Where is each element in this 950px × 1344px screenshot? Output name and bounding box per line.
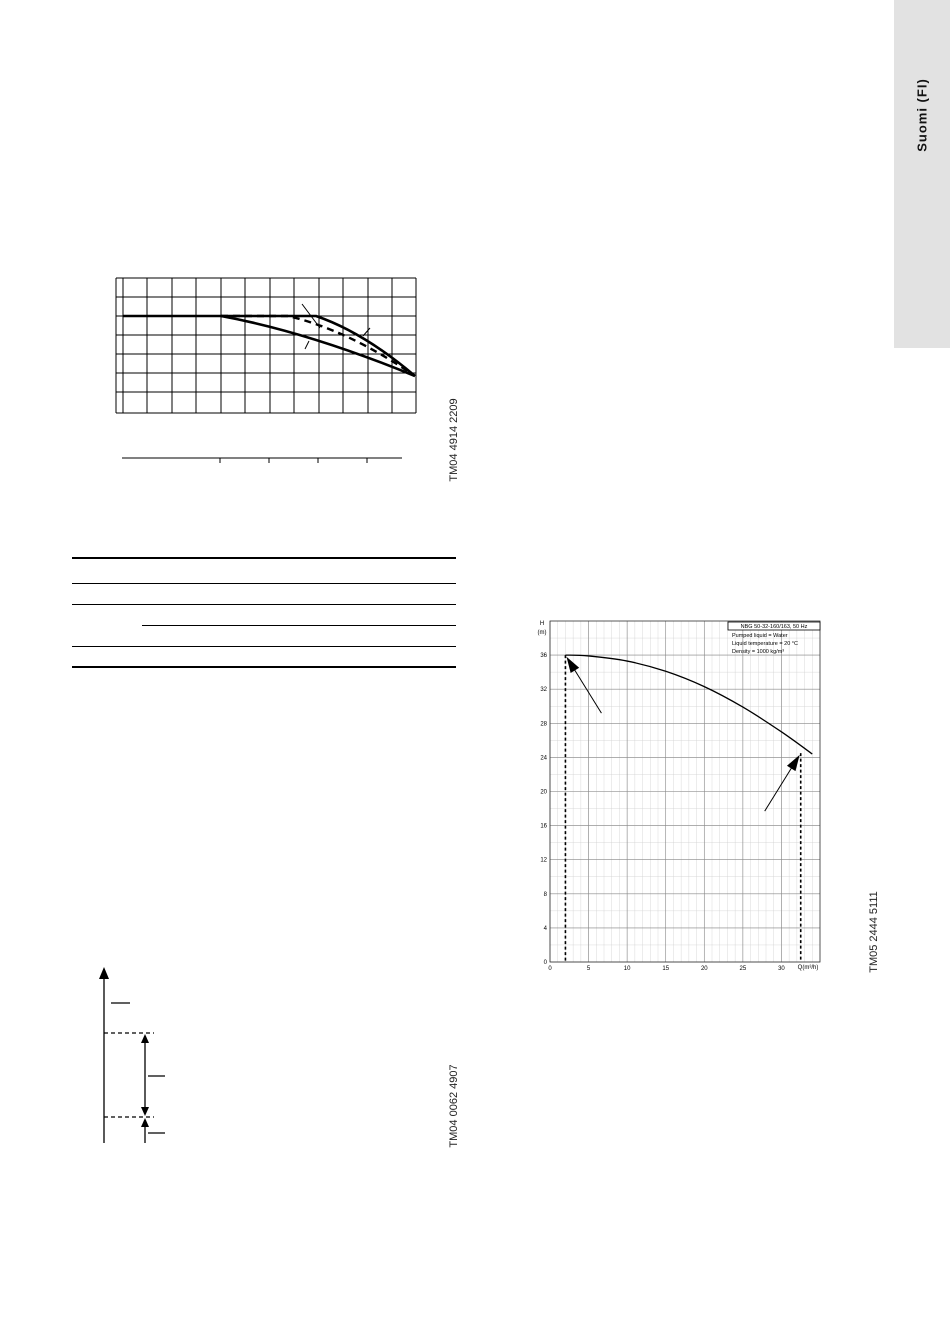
- chart-title: NBG 50-32-160/163, 50 Hz: [740, 624, 808, 630]
- pump-performance-chart: [530, 615, 830, 985]
- chart-ticks: [540, 653, 785, 972]
- table-rule-1: [72, 583, 456, 584]
- y-axis-unit: (m): [537, 630, 547, 636]
- language-tab-label: Suomi (FI): [914, 78, 930, 152]
- info-line-2: Liquid temperature = 20 °C: [732, 641, 798, 647]
- x-tick-label: 0: [548, 966, 552, 972]
- x-axis-label: Q(m³/h): [797, 965, 819, 971]
- chart-grid: [550, 621, 820, 962]
- y-tick-label: 12: [540, 857, 547, 864]
- language-tab-label-wrap: [894, 0, 950, 348]
- figure-1-curves: [108, 270, 468, 470]
- y-tick-label: 4: [543, 925, 547, 932]
- figure-3-code: TM05 2444 5111: [868, 891, 880, 973]
- x-tick-label: 30: [778, 966, 785, 972]
- x-tick-label: 15: [662, 966, 670, 972]
- y-tick-label: 28: [540, 721, 547, 728]
- y-tick-label: 0: [543, 960, 547, 966]
- x-tick-label: 10: [623, 966, 631, 972]
- table-rule-2: [72, 604, 456, 605]
- y-tick-label: 32: [540, 687, 547, 694]
- table-rule-top: [72, 557, 456, 559]
- x-tick-label: 20: [700, 966, 708, 972]
- y-tick-label: 36: [540, 653, 547, 660]
- y-axis-label: H: [539, 621, 545, 627]
- table-rule-3: [142, 625, 456, 626]
- table-rule-4: [72, 646, 456, 647]
- language-side-tab: [894, 0, 950, 348]
- y-tick-label: 16: [540, 823, 547, 830]
- info-line-3: Density = 1000 kg/m³: [732, 649, 785, 655]
- figure-1-code: TM04 4914 2209: [448, 398, 460, 482]
- y-tick-label: 8: [543, 891, 547, 898]
- x-tick-label: 25: [739, 966, 747, 972]
- marker-arrow-head: [566, 657, 579, 673]
- info-line-1: Pumped liquid = Water: [732, 633, 788, 639]
- y-tick-label: 24: [540, 755, 547, 762]
- figure-2-diagram: [90, 965, 210, 1145]
- y-tick-label: 20: [540, 789, 547, 796]
- x-tick-label: 5: [586, 966, 591, 972]
- table-rule-bottom: [72, 666, 456, 668]
- figure-2-code: TM04 0062 4907: [448, 1064, 460, 1148]
